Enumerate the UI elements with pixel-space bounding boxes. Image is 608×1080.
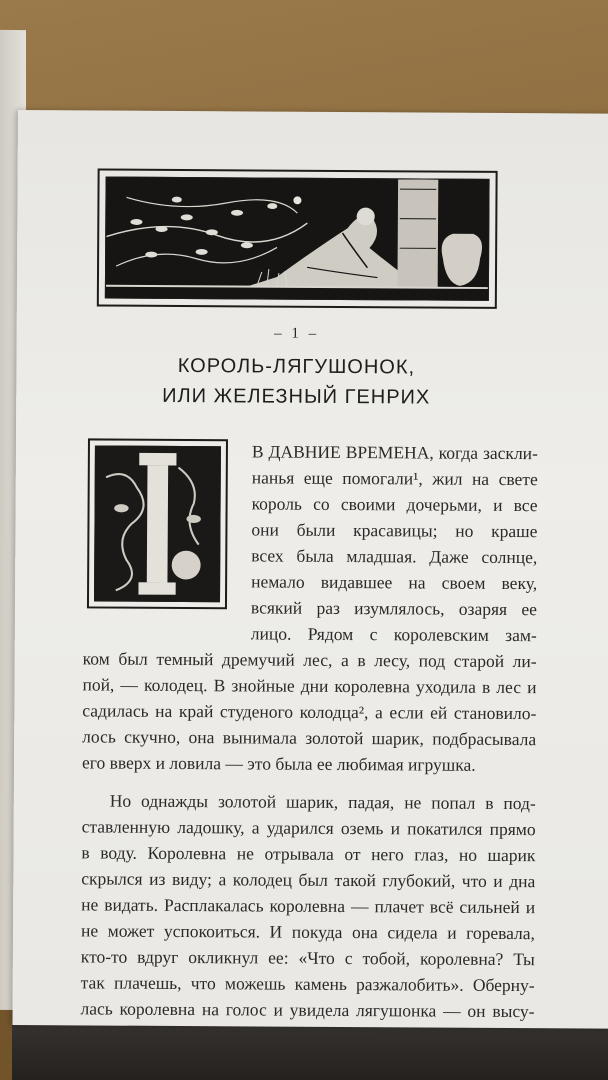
body-line: они были красавицы; но краше (251, 519, 538, 542)
body-line: его вверх и ловила — это была ее любимая игрушка. (81, 752, 476, 775)
body-line: нанья еще помогали¹, жил на свете (251, 467, 538, 490)
body-line: лось скучно, она вынимала золотой шарик, подбрасывала (82, 726, 537, 750)
dropcap-frame (87, 438, 228, 609)
body-line: так плачешь, что можешь камень разжалобить». Оберну- (80, 972, 535, 996)
body-line: не может успокоиться. И покуда она сидела и горевала, (80, 920, 536, 944)
body-line: всех была младшая. Даже солнце, (251, 545, 538, 568)
body-line: не видать. Расплакалась королевна — плачет всё сильней и (81, 894, 536, 918)
princess-engraving-icon (105, 177, 490, 301)
chapter-title (16, 350, 576, 413)
body-line: ставленную ладошку, а ударился оземь и покатился прямо (81, 816, 536, 840)
body-line: всякий раз изумлялось, озаряя ее (250, 597, 538, 620)
body-line: скрылся из виду; а колодец был такой глубокий, что и дна (81, 868, 536, 892)
book-page (12, 110, 608, 1029)
letter-i-dropcap-icon (94, 445, 221, 602)
illustration-frame (97, 168, 498, 308)
chapter-title-line-2: ИЛИ ЖЕЛЕЗНЫЙ ГЕНРИХ (162, 384, 431, 409)
body-line: король со своими дочерьми, и все (251, 493, 538, 516)
body-line: пой, — колодец. В знойные дни королевна уходила в лес и (82, 674, 537, 698)
body-line: садилась на край студеного колодца², а если ей становило- (82, 700, 537, 724)
body-line: Но однажды золотой шарик, падая, не попал в под- (109, 790, 536, 814)
body-line: в воду. Королевна не отрывала от него глаз, но шарик (81, 842, 536, 866)
body-line: кто-то вдруг окликнул ее: «Что с тобой, королевна? Ты (80, 946, 535, 970)
body-line: немало видавшее на своем веку, (251, 571, 538, 594)
body-line: В ДАВНИЕ ВРЕМЕНА, когда заскли- (251, 441, 538, 464)
chapter-title-line-1: КОРОЛЬ-ЛЯГУШОНОК, (177, 354, 416, 379)
body-line: лась королевна на голос и увидела лягушонка — он высу- (80, 998, 535, 1022)
body-line: лицо. Рядом с королевским зам- (250, 623, 537, 646)
chapter-number: – 1 – (274, 325, 320, 342)
body-line: ком был темный дремучий лес, а в лесу, под старой ли- (82, 648, 537, 672)
